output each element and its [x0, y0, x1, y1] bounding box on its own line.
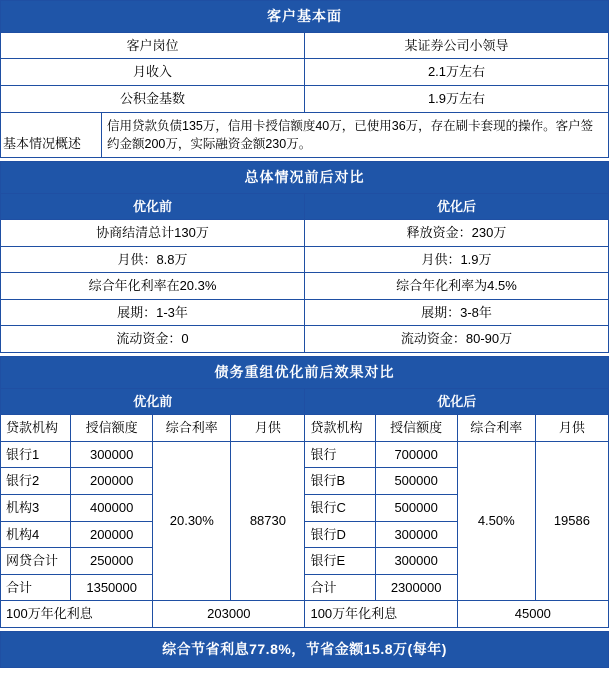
section3-title: 债务重组优化前后效果对比 — [1, 356, 609, 388]
table-row — [1, 59, 609, 86]
overview-label: 基本情况概述 — [1, 112, 102, 157]
table-row — [1, 32, 609, 59]
before-org-5: 网贷合计 — [1, 548, 71, 575]
after-amount-2: 500000 — [375, 468, 457, 495]
after-rate-value: 4.50% — [457, 441, 535, 600]
after-org-3: 银行C — [305, 495, 375, 522]
after-amount-3: 500000 — [375, 495, 457, 522]
before-amount-total: 1350000 — [71, 574, 153, 601]
before-interest-value: 203000 — [153, 601, 305, 628]
before-org-1: 银行1 — [1, 441, 71, 468]
before-interest-label: 100万年化利息 — [1, 601, 153, 628]
section2-header-after: 优化后 — [305, 193, 609, 220]
overview-row — [1, 112, 609, 157]
after-amount-5: 300000 — [375, 548, 457, 575]
customer-position-value: 某证券公司小领导 — [305, 32, 609, 59]
fund-base-value: 1.9万左右 — [305, 85, 609, 112]
overall-after-1: 释放资金：230万 — [305, 220, 609, 247]
monthly-income-label: 月收入 — [1, 59, 305, 86]
col-after-rate: 综合利率 — [457, 415, 535, 442]
before-amount-4: 200000 — [71, 521, 153, 548]
section-customer-basics — [0, 0, 609, 113]
table-row — [1, 246, 609, 273]
section3-header-before: 优化前 — [1, 388, 305, 415]
section1-title: 客户基本面 — [1, 1, 609, 33]
col-before-amount: 授信额度 — [71, 415, 153, 442]
footer-summary: 综合节省利息77.8%，节省金额15.8万(每年) — [1, 631, 609, 667]
overall-before-5: 流动资金：0 — [1, 326, 305, 353]
before-amount-5: 250000 — [71, 548, 153, 575]
monthly-income-value: 2.1万左右 — [305, 59, 609, 86]
overall-after-5: 流动资金：80-90万 — [305, 326, 609, 353]
before-rate-value: 20.30% — [153, 441, 231, 600]
footer-row — [1, 631, 609, 667]
overview-text: 信用贷款负债135万，信用卡授信额度40万，已使用36万，存在刷卡套现的操作。客户签约金额200万，实际融资金额230万。 — [102, 112, 609, 157]
section2-header-row — [1, 193, 609, 220]
after-amount-4: 300000 — [375, 521, 457, 548]
after-org-4: 银行D — [305, 521, 375, 548]
section3-column-header-row — [1, 415, 609, 442]
before-org-total: 合计 — [1, 574, 71, 601]
section-overall-comparison — [0, 161, 609, 353]
before-monthly-value: 88730 — [231, 441, 305, 600]
before-amount-3: 400000 — [71, 495, 153, 522]
section3-title-row — [1, 356, 609, 388]
col-before-rate: 综合利率 — [153, 415, 231, 442]
table-row — [1, 85, 609, 112]
before-amount-2: 200000 — [71, 468, 153, 495]
section3-header-after: 优化后 — [305, 388, 609, 415]
overall-after-3: 综合年化利率为4.5% — [305, 273, 609, 300]
section2-title-row — [1, 161, 609, 193]
after-org-total: 合计 — [305, 574, 375, 601]
section1-title-row — [1, 1, 609, 33]
col-after-amount: 授信额度 — [375, 415, 457, 442]
overall-before-3: 综合年化利率在20.3% — [1, 273, 305, 300]
section-debt-restructure — [0, 356, 609, 628]
col-before-org: 贷款机构 — [1, 415, 71, 442]
table-row — [1, 220, 609, 247]
table-row — [1, 273, 609, 300]
after-monthly-value: 19586 — [535, 441, 608, 600]
table-row — [1, 299, 609, 326]
after-interest-label: 100万年化利息 — [305, 601, 457, 628]
overall-after-4: 展期：3-8年 — [305, 299, 609, 326]
after-amount-total: 2300000 — [375, 574, 457, 601]
after-org-5: 银行E — [305, 548, 375, 575]
section2-header-before: 优化前 — [1, 193, 305, 220]
section2-title: 总体情况前后对比 — [1, 161, 609, 193]
before-org-2: 银行2 — [1, 468, 71, 495]
table-row — [1, 441, 609, 468]
col-after-monthly: 月供 — [535, 415, 608, 442]
overall-before-4: 展期：1-3年 — [1, 299, 305, 326]
fund-base-label: 公积金基数 — [1, 85, 305, 112]
overall-before-1: 协商结清总计130万 — [1, 220, 305, 247]
customer-position-label: 客户岗位 — [1, 32, 305, 59]
overall-before-2: 月供：8.8万 — [1, 246, 305, 273]
table-row — [1, 326, 609, 353]
after-org-1: 银行 — [305, 441, 375, 468]
col-after-org: 贷款机构 — [305, 415, 375, 442]
before-org-4: 机构4 — [1, 521, 71, 548]
after-amount-1: 700000 — [375, 441, 457, 468]
section-overview — [0, 112, 609, 158]
overall-after-2: 月供：1.9万 — [305, 246, 609, 273]
after-interest-value: 45000 — [457, 601, 608, 628]
col-before-monthly: 月供 — [231, 415, 305, 442]
section3-header-row — [1, 388, 609, 415]
before-org-3: 机构3 — [1, 495, 71, 522]
annual-interest-row — [1, 601, 609, 628]
after-org-2: 银行B — [305, 468, 375, 495]
before-amount-1: 300000 — [71, 441, 153, 468]
section-footer — [0, 631, 609, 668]
